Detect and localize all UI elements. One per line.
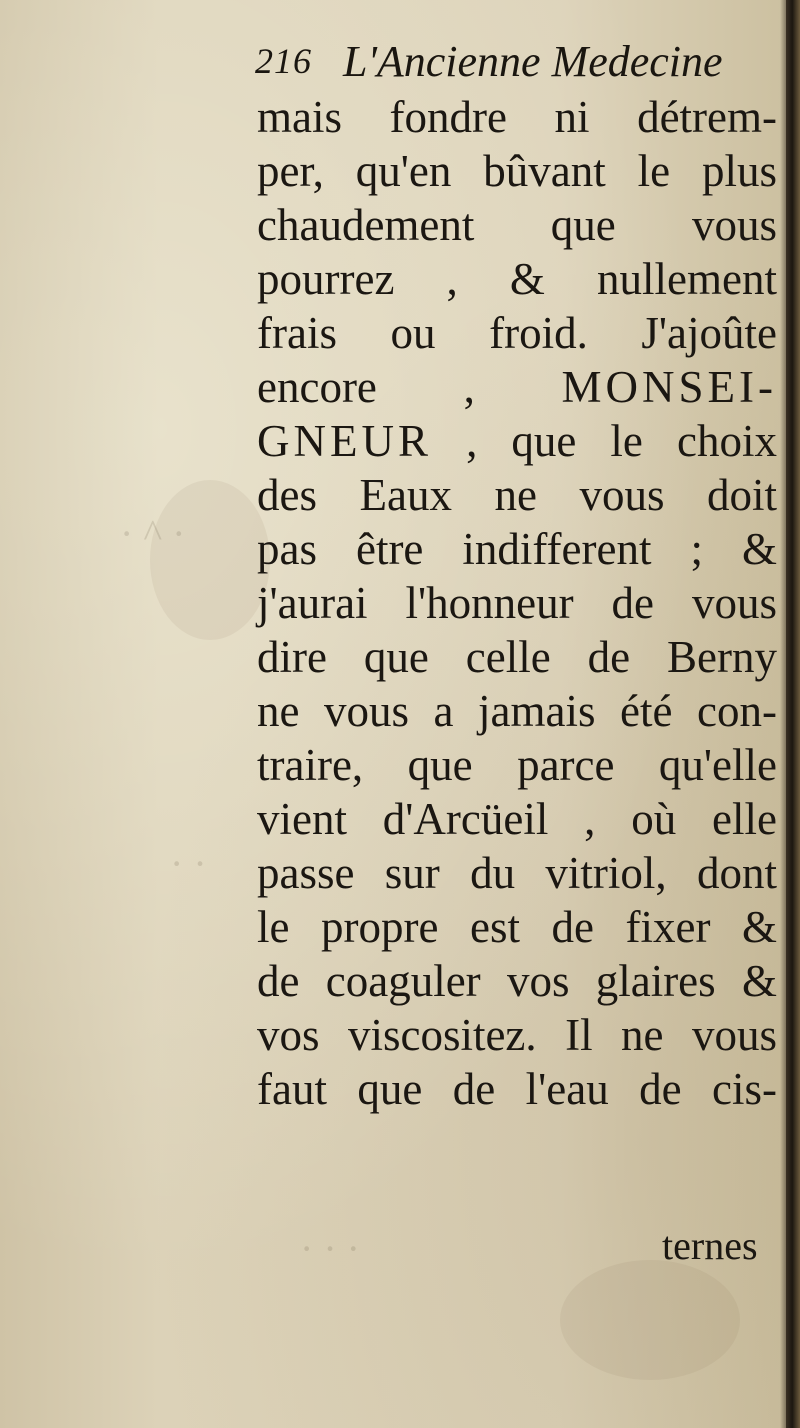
word: mais — [257, 92, 342, 142]
word: vous — [691, 578, 777, 628]
word: ni — [554, 92, 590, 142]
word: l'eau — [525, 1064, 609, 1114]
text-line — [257, 198, 777, 252]
word: , — [446, 254, 458, 304]
text-line — [257, 306, 777, 360]
word: propre — [321, 902, 439, 952]
word: vous — [691, 1010, 777, 1060]
word: elle — [712, 794, 777, 844]
word: que — [550, 200, 616, 250]
text-line — [257, 630, 777, 684]
text-line — [257, 684, 777, 738]
bleed-through-mark: · · — [170, 841, 207, 886]
paper-stain — [560, 1260, 740, 1380]
word: vous — [691, 200, 777, 250]
word: con- — [696, 686, 777, 736]
word: Il — [565, 1010, 593, 1060]
word: que — [407, 740, 473, 790]
text-line — [257, 576, 777, 630]
word: & — [741, 524, 777, 574]
word: parce — [517, 740, 615, 790]
word: ou — [390, 308, 436, 358]
word: pourrez — [257, 254, 395, 304]
word: coaguler — [325, 956, 481, 1006]
word: traire, — [257, 740, 364, 790]
word: que — [357, 1064, 423, 1114]
word: le — [257, 902, 290, 952]
word: per, — [257, 146, 324, 196]
text-line — [257, 1008, 777, 1062]
word: été — [620, 686, 673, 736]
word: détrem- — [637, 92, 777, 142]
word: J'ajoûte — [641, 308, 777, 358]
paper-stain — [150, 480, 270, 640]
word: d'Arcüeil — [382, 794, 549, 844]
text-line — [257, 468, 777, 522]
word: & — [741, 956, 777, 1006]
catchword: ternes — [662, 1223, 758, 1268]
word: glaires — [595, 956, 716, 1006]
word: vous — [579, 470, 665, 520]
text-line — [257, 792, 777, 846]
word: jamais — [478, 686, 596, 736]
word: de — [452, 1064, 496, 1114]
word: doit — [706, 470, 777, 520]
word: ne — [621, 1010, 664, 1060]
word: Eaux — [359, 470, 452, 520]
page-header — [255, 36, 775, 96]
text-line — [257, 846, 777, 900]
word: choix — [676, 416, 777, 466]
word: dire — [257, 632, 327, 682]
word: bûvant — [483, 146, 606, 196]
word: MONSEI- — [561, 362, 777, 412]
bleed-through-mark: · ^ · — [120, 511, 186, 556]
word: j'aurai — [257, 578, 368, 628]
word: vitriol, — [545, 848, 667, 898]
word: de — [257, 956, 300, 1006]
text-line — [257, 144, 777, 198]
page-edge — [786, 0, 800, 1428]
word: passe — [257, 848, 355, 898]
word: fixer — [625, 902, 711, 952]
bleed-through-mark: · · · — [300, 1226, 360, 1271]
word: ne — [494, 470, 537, 520]
word: l'honneur — [405, 578, 574, 628]
word: fondre — [389, 92, 507, 142]
text-line — [257, 360, 777, 414]
text-line — [257, 1062, 777, 1116]
word: vos — [506, 956, 570, 1006]
word: vos — [257, 1010, 320, 1060]
page-number: 216 — [255, 41, 312, 81]
text-line — [257, 252, 777, 306]
word: & — [509, 254, 545, 304]
word: vous — [324, 686, 410, 736]
word: GNEUR — [257, 416, 432, 466]
word: a — [433, 686, 454, 736]
running-title: L'Ancienne Medecine — [343, 37, 723, 86]
word: est — [469, 902, 520, 952]
word: cis- — [712, 1064, 777, 1114]
text-line — [257, 738, 777, 792]
word: vient — [257, 794, 347, 844]
word: faut — [257, 1064, 327, 1114]
word: qu'en — [355, 146, 452, 196]
word: encore — [257, 362, 377, 412]
word: le — [610, 416, 643, 466]
word: , — [463, 362, 475, 412]
word: Berny — [667, 632, 777, 682]
word: de — [551, 902, 594, 952]
word: qu'elle — [658, 740, 777, 790]
word: indifferent — [462, 524, 652, 574]
text-line — [257, 900, 777, 954]
word: dont — [696, 848, 777, 898]
word: être — [355, 524, 424, 574]
word: plus — [701, 146, 777, 196]
word: nullement — [597, 254, 777, 304]
word: sur — [384, 848, 440, 898]
word: du — [470, 848, 516, 898]
word: que — [511, 416, 577, 466]
word: le — [637, 146, 671, 196]
word: pas — [257, 524, 317, 574]
word: des — [257, 470, 317, 520]
body-text — [257, 90, 787, 1116]
word: où — [631, 794, 677, 844]
word: ne — [257, 686, 300, 736]
word: froid. — [489, 308, 588, 358]
word: de — [587, 632, 631, 682]
word: frais — [257, 308, 337, 358]
word: chaudement — [257, 200, 475, 250]
word: ; — [690, 524, 703, 574]
word: viscositez. — [347, 1010, 537, 1060]
word: & — [741, 902, 777, 952]
word: , — [584, 794, 596, 844]
text-line — [257, 414, 777, 468]
text-line — [257, 90, 777, 144]
word: que — [363, 632, 429, 682]
word: de — [639, 1064, 682, 1114]
text-line — [257, 954, 777, 1008]
word: de — [611, 578, 655, 628]
text-line — [257, 522, 777, 576]
word: celle — [465, 632, 551, 682]
word: , — [466, 416, 478, 466]
